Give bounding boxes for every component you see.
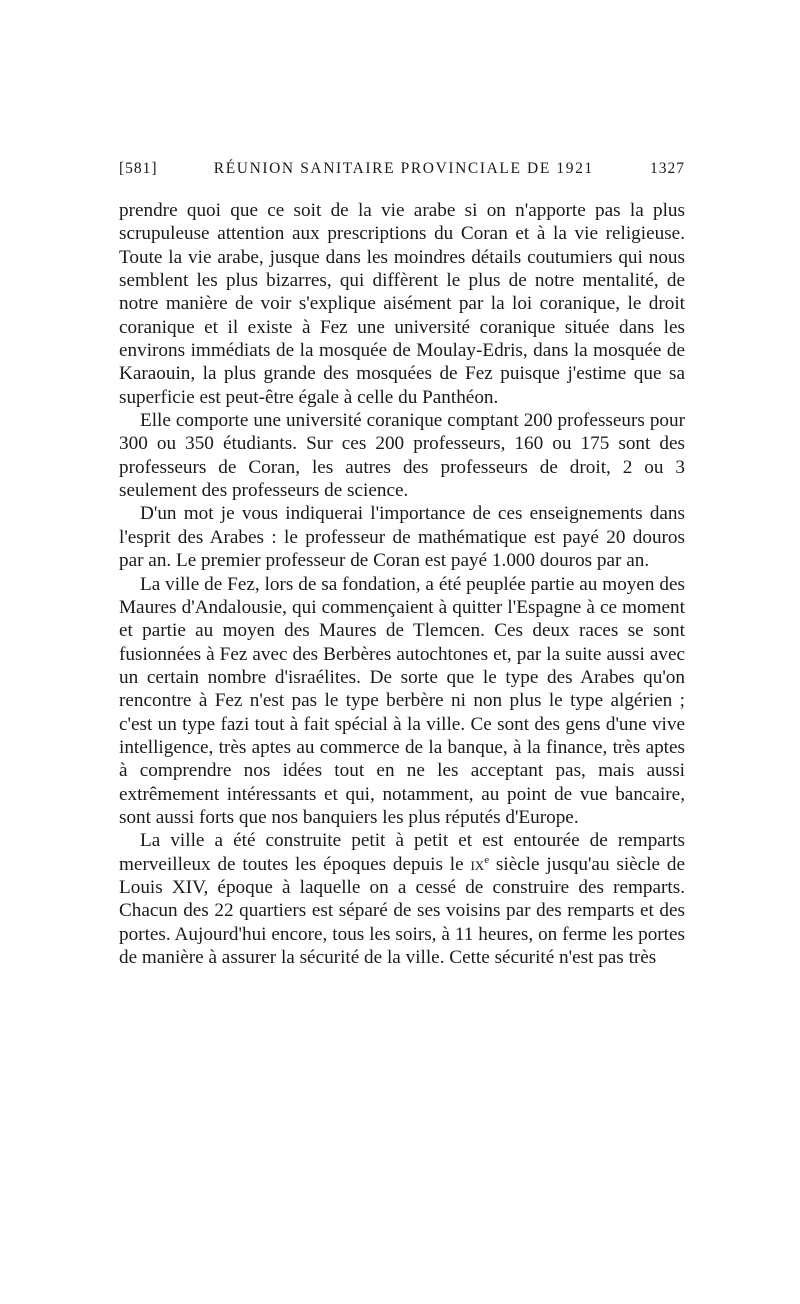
body-text [119,199,685,969]
running-header [119,160,685,178]
ramparts-text-end: siècle jusqu'au siècle de Louis XIV, époque à laquelle on a cessé de construire des remparts. Chacun des 22 quartiers est séparé de ses voisins par des remparts et des portes. Aujourd'hui encore, tous les soirs, à 11 heures, on ferme les portes de manière à assurer la sécurité de la ville. Cette sécurité n'est pas très [119,853,685,968]
paragraph-university: Elle comporte une université coranique comptant 200 professeurs pour 300 ou 350 étudiants. Sur ces 200 professeurs, 160 ou 175 sont des professeurs de Coran, les autres des professeurs de droit, 2 ou 3 seulement des professeurs de science. [119,410,685,502]
page-reference: [581] [119,160,158,177]
century-numeral: ix [470,853,485,875]
paragraph-population: La ville de Fez, lors de sa fondation, a été peuplée partie au moyen des Maures d'Andalousie, qui commençaient à quitter l'Espagne à ce moment et partie au moyen des Maures de Tlemcen. Ces deux races se sont fusionnées à Fez avec des Berbères autochtones et, par la suite aussi avec un certain nombre d'israélites. De sorte que le type des Arabes qu'on rencontre à Fez n'est pas le type berbère ni non plus le type algérien ; c'est un type fazi tout à fait spécial à la ville. Ce sont des gens d'une vive intelligence, très aptes au commerce de la banque, à la finance, très aptes à comprendre nos idées tout en ne les acceptant pas, mais aussi extrêmement intéressants et qui, notamment, au point de vue bancaire, sont aussi forts que nos banquiers les plus réputés d'Europe. [119,573,685,828]
paragraph-teaching: D'un mot je vous indiquerai l'importance de ces enseignements dans l'esprit des Arabes : le professeur de mathématique est payé 20 douros par an. Le premier professeur de Coran est payé 1.000 douros par an. [119,503,685,572]
ramparts-text-start: La ville a été construite petit à petit et est entourée de remparts merveilleux de toutes les époques depuis le [119,830,685,875]
page-number: 1327 [649,160,685,177]
century-suffix: e [484,853,490,866]
running-title: RÉUNION SANITAIRE PROVINCIALE DE 1921 [213,160,594,177]
paragraph-continuation: prendre quoi que ce soit de la vie arabe si on n'apporte pas la plus scrupuleuse attention aux prescriptions du Coran et à la vie religieuse. Toute la vie arabe, jusque dans les moindres détails coutumiers qui nous semblent les plus bizarres, qui diffèrent le plus de notre mentalité, de notre manière de voir s'explique aisément par la loi coranique, le droit coranique et il existe à Fez une université coranique située dans les environs immédiats de la mosquée de Moulay-Edris, dans la mosquée de Karaouin, la plus grande des mosquées de Fez puisque j'estime que sa superficie est peut-être égale à celle du Panthéon. [119,200,685,408]
paragraph-ramparts [119,829,685,969]
